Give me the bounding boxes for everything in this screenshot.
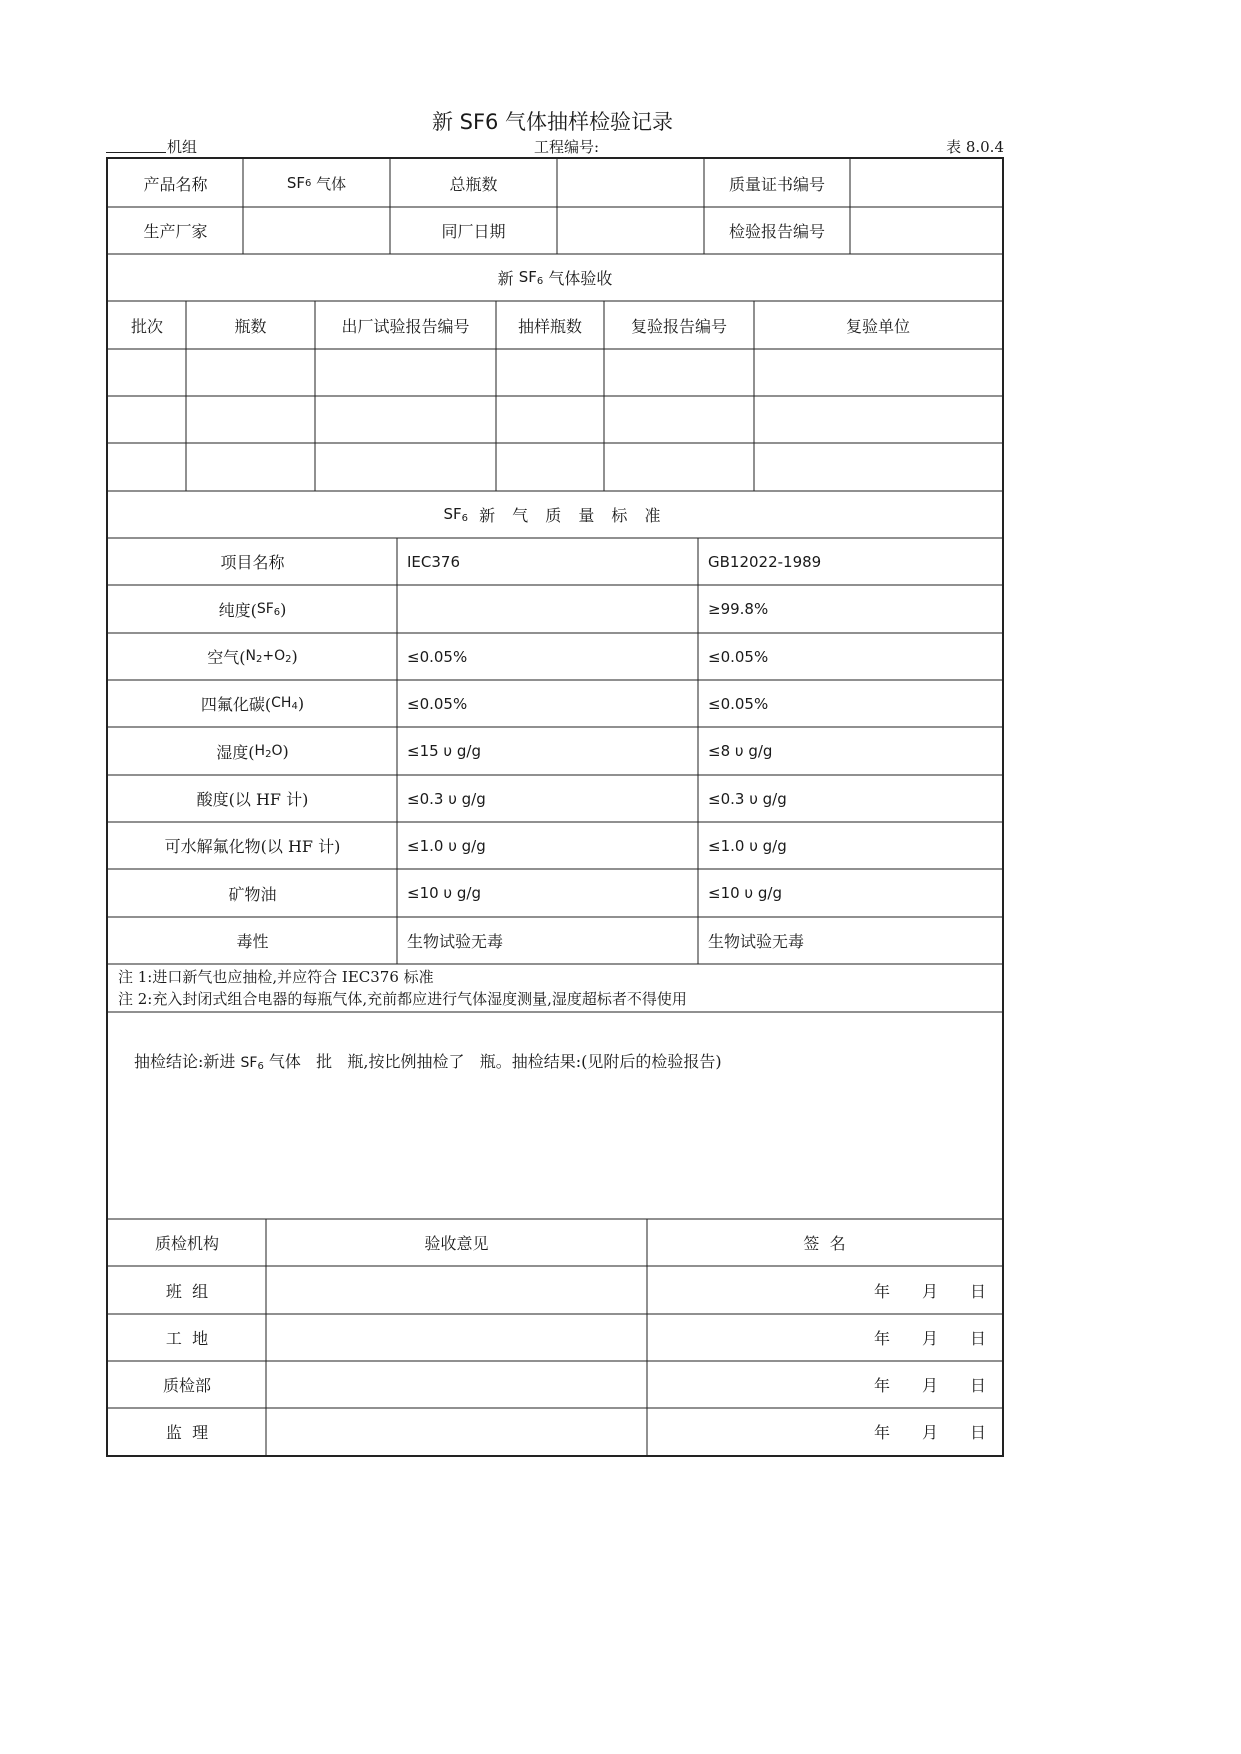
signoff-col-org: 质检机构 bbox=[154, 1234, 219, 1253]
std-gb-value: ≤1.0 υ g/g bbox=[708, 836, 787, 855]
std-item-humidity: 湿度( $H_2O$ ) bbox=[216, 741, 289, 762]
signoff-col-signature: 签 名 bbox=[803, 1234, 846, 1253]
std-header-item: 项目名称 bbox=[220, 553, 285, 572]
signoff-row-qc-dept: 质检部 bbox=[162, 1376, 211, 1395]
date-year: 年 bbox=[874, 1281, 891, 1301]
unit-blank-line[interactable] bbox=[106, 136, 166, 153]
signoff-opinion-field[interactable] bbox=[266, 1408, 647, 1455]
std-header-iec: IEC376 bbox=[407, 552, 461, 571]
manufacturer-label: 生产厂家 bbox=[143, 222, 208, 241]
acceptance-row[interactable] bbox=[108, 396, 1002, 443]
col-factory-report-no: 出厂试验报告编号 bbox=[341, 316, 470, 336]
std-iec-value: ≤0.3 υ g/g bbox=[407, 789, 486, 808]
std-iec-value: ≤0.05% bbox=[407, 694, 468, 713]
quality-cert-field[interactable] bbox=[850, 159, 1002, 207]
signoff-row-supervision: 监 理 bbox=[165, 1423, 209, 1442]
product-name-value[interactable]: SF 6 气体 bbox=[286, 174, 347, 193]
quality-cert-label: 质量证书编号 bbox=[728, 174, 825, 194]
date-year: 年 bbox=[874, 1329, 891, 1348]
std-item-mineral-oil: 矿物油 bbox=[228, 884, 277, 904]
std-gb-value: ≤8 υ g/g bbox=[708, 742, 773, 760]
notes-block bbox=[118, 966, 687, 1010]
signoff-date[interactable] bbox=[874, 1266, 986, 1314]
std-item-air: 空气( $N_2+O_2$ ) bbox=[207, 647, 298, 667]
inspection-form bbox=[106, 157, 1004, 1457]
acceptance-row[interactable] bbox=[108, 349, 1002, 396]
production-date-label: 同厂日期 bbox=[441, 222, 506, 241]
std-iec-value: ≤0.05% bbox=[407, 647, 468, 666]
signoff-opinion-field[interactable] bbox=[266, 1314, 647, 1361]
std-gb-value: ≤0.3 υ g/g bbox=[708, 789, 787, 808]
signoff-date[interactable] bbox=[874, 1314, 986, 1361]
total-bottles-label: 总瓶数 bbox=[449, 174, 498, 194]
signoff-opinion-field[interactable] bbox=[266, 1361, 647, 1408]
std-gb-value: ≥99.8% bbox=[708, 600, 769, 618]
date-day: 日 bbox=[970, 1423, 987, 1442]
std-iec-value: ≤15 υ g/g bbox=[407, 742, 481, 760]
production-date-field[interactable] bbox=[557, 207, 704, 254]
col-batch: 批次 bbox=[130, 316, 163, 336]
std-iec-value: ≤1.0 υ g/g bbox=[407, 836, 486, 855]
signoff-opinion-field[interactable] bbox=[266, 1266, 647, 1314]
acceptance-section-title: 新 $SF_6$ 气体验收 bbox=[497, 268, 613, 288]
std-item-acidity: 酸度(以 HF 计) bbox=[196, 790, 309, 809]
date-month: 月 bbox=[922, 1281, 939, 1301]
form-subheader bbox=[106, 136, 1004, 156]
std-iec-value bbox=[397, 585, 698, 633]
date-month: 月 bbox=[922, 1329, 939, 1348]
std-gb-value: ≤0.05% bbox=[708, 647, 769, 666]
std-item-hydrolysable-fluoride: 可水解氟化物(以 HF 计) bbox=[164, 837, 341, 856]
std-gb-value: ≤0.05% bbox=[708, 694, 769, 713]
date-year: 年 bbox=[874, 1423, 891, 1442]
std-gb-value: 生物试验无毒 bbox=[708, 932, 805, 951]
product-name-label: 产品名称 bbox=[143, 174, 208, 194]
std-iec-value: ≤10 υ g/g bbox=[407, 884, 481, 902]
sampling-conclusion[interactable]: 抽检结论:新进 $SF_6$ 气体 批 瓶,按比例抽检了 瓶。抽检结果:(见附后的检验报告) bbox=[134, 1052, 722, 1072]
note-2: 注 2:充入封闭式组合电器的每瓶气体,充前都应进行气体湿度测量,湿度超标者不得使用 bbox=[118, 990, 687, 1008]
std-header-gb: GB12022-1989 bbox=[708, 552, 822, 571]
date-month: 月 bbox=[922, 1376, 939, 1395]
std-item-toxicity: 毒性 bbox=[236, 932, 269, 951]
signoff-row-team: 班 组 bbox=[165, 1281, 209, 1301]
date-month: 月 bbox=[922, 1423, 939, 1442]
unit-label: 机组 bbox=[167, 138, 198, 156]
standards-section-title: $SF_6$ 新 气 质 量 标 准 bbox=[443, 505, 667, 525]
col-recheck-report-no: 复验报告编号 bbox=[630, 316, 727, 336]
std-item-purity: 纯度( $SF_6$ ) bbox=[218, 599, 287, 620]
std-gb-value: ≤10 υ g/g bbox=[708, 884, 782, 902]
total-bottles-field[interactable] bbox=[557, 159, 704, 207]
col-bottle-count: 瓶数 bbox=[234, 316, 267, 336]
signoff-date[interactable] bbox=[874, 1361, 986, 1408]
std-item-cf4: 四氟化碳( $CH_4$ ) bbox=[200, 694, 305, 714]
table-number: 表 8.0.4 bbox=[946, 138, 1004, 156]
page-title: 新 SF6 气体抽样检验记录 bbox=[431, 110, 674, 134]
manufacturer-field[interactable] bbox=[243, 207, 390, 254]
signoff-row-site: 工 地 bbox=[165, 1329, 209, 1348]
date-day: 日 bbox=[970, 1329, 987, 1348]
project-number-label: 工程编号: bbox=[534, 138, 600, 156]
inspection-report-label: 检验报告编号 bbox=[728, 222, 825, 241]
signoff-col-opinion: 验收意见 bbox=[424, 1234, 489, 1253]
col-sample-bottles: 抽样瓶数 bbox=[517, 316, 582, 336]
note-1: 注 1:进口新气也应抽检,并应符合 IEC376 标准 bbox=[118, 968, 434, 986]
date-year: 年 bbox=[874, 1376, 891, 1395]
acceptance-row[interactable] bbox=[108, 443, 1002, 491]
std-iec-value: 生物试验无毒 bbox=[407, 932, 504, 951]
inspection-report-field[interactable] bbox=[850, 207, 1002, 254]
date-day: 日 bbox=[970, 1281, 987, 1301]
date-day: 日 bbox=[970, 1376, 987, 1395]
signoff-date[interactable] bbox=[874, 1408, 986, 1455]
col-recheck-unit: 复验单位 bbox=[845, 316, 910, 336]
